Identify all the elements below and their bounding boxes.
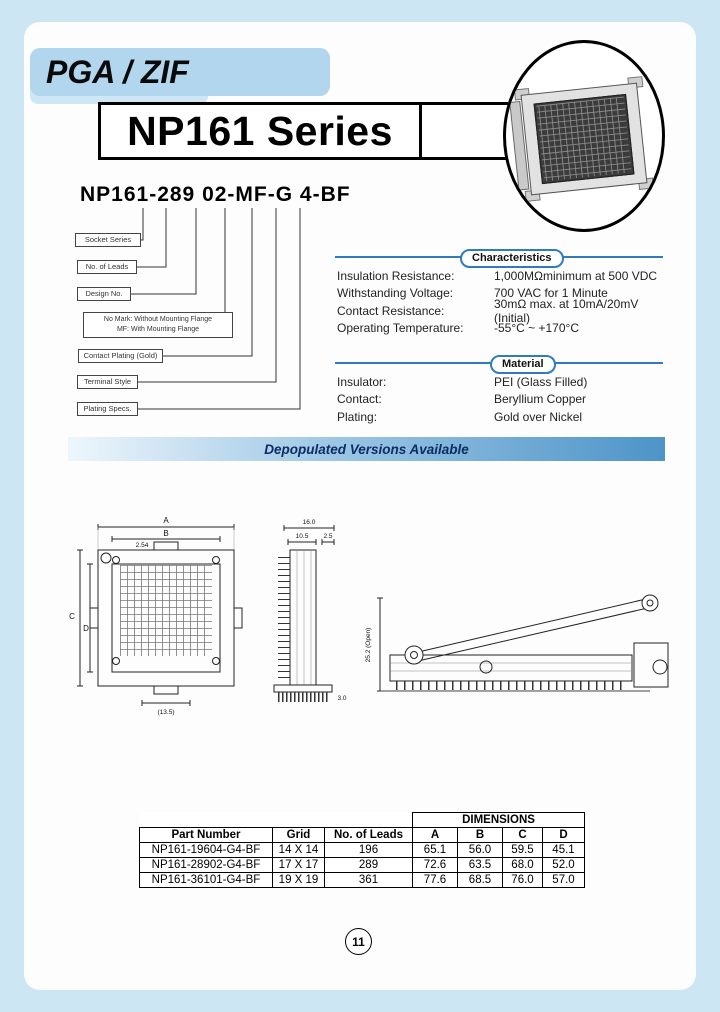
page-number-badge: [345, 928, 372, 955]
spec-label: Operating Temperature:: [337, 321, 464, 336]
cell-part-number: NP161-36101-G4-BF: [140, 873, 273, 888]
dimensions-table-wrap: [139, 812, 585, 888]
cell-b: 68.5: [458, 873, 503, 888]
cell-c: 68.0: [503, 858, 543, 873]
callout-terminal-style: Terminal Style: [77, 375, 138, 389]
product-photo: [506, 43, 662, 229]
table-row: [140, 858, 585, 873]
cell-d: 57.0: [543, 873, 585, 888]
cell-grid: 19 X 19: [273, 873, 325, 888]
col-header-c: C: [503, 828, 543, 843]
cell-a: 65.1: [413, 843, 458, 858]
drawing-top-view: [77, 524, 242, 706]
side-dim2-label: 10.5: [295, 533, 309, 540]
spec-value: Beryllium Copper: [494, 392, 587, 407]
callout-plating-specs: Plating Specs.: [77, 402, 138, 416]
dim-c-label: C: [69, 612, 75, 621]
cell-part-number: NP161-28902-G4-BF: [140, 858, 273, 873]
category-label: PGA / ZIF: [46, 53, 189, 90]
side-dim3-label: 2.5: [323, 533, 333, 540]
table-spacer-cell: [140, 813, 413, 828]
cell-grid: 14 X 14: [273, 843, 325, 858]
dim-a-label: A: [163, 516, 169, 525]
spec-label: Insulator:: [337, 374, 387, 389]
col-header-grid: Grid: [273, 828, 325, 843]
dim-d-label: D: [83, 624, 89, 633]
table-row-dimensions-title: [140, 813, 585, 828]
cell-leads: 289: [325, 858, 413, 873]
callout-no-of-leads: No. of Leads: [77, 260, 137, 274]
callout-mounting-flange: [83, 312, 233, 338]
spec-label: Contact Resistance:: [337, 303, 445, 318]
part-number-code: NP161-289 02-MF-G 4-BF: [80, 183, 351, 206]
cell-grid: 17 X 17: [273, 858, 325, 873]
spec-row: [337, 267, 669, 285]
spec-label: Withstanding Voltage:: [337, 286, 454, 301]
spec-label: Contact:: [337, 392, 382, 407]
material-heading: Material: [490, 355, 556, 374]
col-header-part-number: Part Number: [140, 828, 273, 843]
open-dim-label: 25.2 (Open): [365, 627, 372, 663]
spec-value: Gold over Nickel: [494, 409, 583, 424]
cell-b: 63.5: [458, 858, 503, 873]
characteristics-heading: Characteristics: [460, 249, 564, 268]
bottom-ref-label: (13.5): [157, 709, 175, 716]
dimensions-title-cell: DIMENSIONS: [413, 813, 585, 828]
series-title: NP161 Series: [127, 107, 393, 154]
drawing-side-view: [274, 525, 334, 697]
dim-b-label: B: [163, 529, 169, 538]
callout-design-no: Design No.: [77, 287, 131, 301]
spec-row: [337, 296, 669, 325]
spec-row: [337, 408, 669, 426]
callout-socket-series: Socket Series: [75, 233, 141, 247]
cell-c: 59.5: [503, 843, 543, 858]
pitch-label: 2.54: [135, 542, 149, 549]
spec-row: [337, 391, 669, 409]
material-list: [337, 373, 669, 426]
spec-value: PEI (Glass Filled): [494, 374, 588, 389]
page-number: 11: [352, 934, 365, 949]
spec-value: 1,000MΩminimum at 500 VDC: [494, 268, 658, 283]
cell-d: 45.1: [543, 843, 585, 858]
cell-a: 72.6: [413, 858, 458, 873]
characteristics-list: [337, 267, 669, 337]
pin-length-label: 3.0: [337, 695, 347, 702]
dimensions-table: [139, 812, 585, 888]
callout-mounting-flange-line1: No Mark: Without Mounting Flange: [103, 316, 213, 323]
table-row: [140, 873, 585, 888]
table-row: [140, 843, 585, 858]
spec-value: 700 VAC for 1 Minute: [494, 286, 608, 301]
cell-c: 76.0: [503, 873, 543, 888]
spec-row: [337, 373, 669, 391]
spec-value: -55°C ~ +170°C: [494, 321, 579, 336]
callout-contact-plating: Contact Plating (Gold): [78, 349, 163, 363]
technical-drawings: [50, 495, 675, 750]
col-header-b: B: [458, 828, 503, 843]
drawing-lever-view: [377, 595, 668, 691]
product-photo-circle: [503, 40, 665, 232]
depopulated-banner-text: Depopulated Versions Available: [264, 441, 469, 457]
depopulated-banner: [68, 437, 665, 461]
spec-label: Plating:: [337, 409, 378, 424]
spec-row: [337, 320, 669, 338]
title-extension-rule: [422, 102, 508, 160]
col-header-d: D: [543, 828, 585, 843]
col-header-a: A: [413, 828, 458, 843]
cell-a: 77.6: [413, 873, 458, 888]
spec-label: Insulation Resistance:: [337, 268, 455, 283]
spec-value: 30mΩ max. at 10mA/20mV (Initial): [494, 296, 639, 325]
cell-leads: 361: [325, 873, 413, 888]
series-title-box: [98, 102, 422, 160]
cell-leads: 196: [325, 843, 413, 858]
cell-b: 56.0: [458, 843, 503, 858]
category-tag: [30, 48, 330, 96]
col-header-no-of-leads: No. of Leads: [325, 828, 413, 843]
table-header-row: [140, 828, 585, 843]
cell-part-number: NP161-19604-G4-BF: [140, 843, 273, 858]
cell-d: 52.0: [543, 858, 585, 873]
callout-mounting-flange-line2: MF: With Mounting Flange: [116, 326, 200, 333]
side-dim1-label: 16.0: [302, 519, 316, 526]
